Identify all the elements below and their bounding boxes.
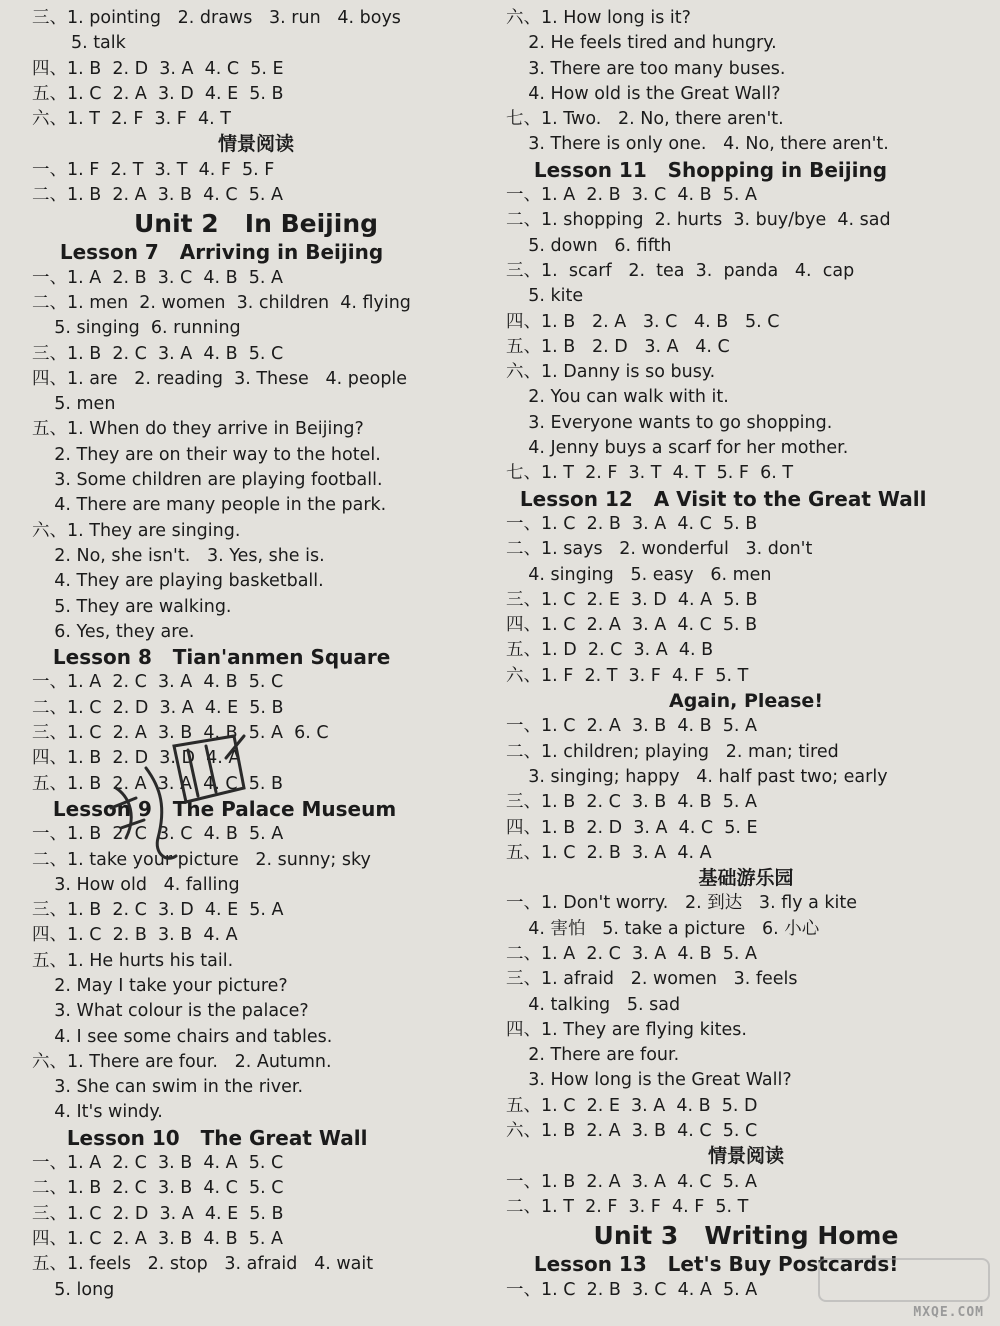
answer-subline: 3. Some children are playing football.: [32, 470, 383, 491]
answer-subline: 4. I see some chairs and tables.: [32, 1026, 333, 1047]
answer-line: 五、1. B 2. D 3. A 4. C: [506, 336, 730, 357]
scribble-stroke: [116, 788, 131, 838]
answer-line: 二、1. men 2. women 3. children 4. flying: [32, 292, 411, 313]
answer-line: 二、1. shopping 2. hurts 3. buy/bye 4. sad: [506, 210, 891, 231]
answer-subline: 4. How old is the Great Wall?: [506, 83, 781, 104]
answer-subline: 3. There are too many buses.: [506, 58, 786, 79]
answer-subline: 2. They are on their way to the hotel.: [32, 444, 381, 465]
answer-subline: 3. There is only one. 4. No, there aren't.: [506, 134, 889, 155]
answer-line: 二、1. children; playing 2. man; tired: [506, 741, 839, 762]
section-heading: 情景阅读: [707, 1145, 784, 1168]
answer-line: 一、1. Don't worry. 2. 到达 3. fly a kite: [506, 893, 858, 914]
answer-line: 五、1. C 2. A 3. D 4. E 5. B: [32, 83, 284, 104]
answer-line: 五、1. feels 2. stop 3. afraid 4. wait: [32, 1254, 374, 1275]
watermark-logo: [818, 1258, 990, 1302]
lesson-heading: Lesson 11 Shopping in Beijing: [506, 157, 888, 182]
answer-line: 四、1. They are flying kites.: [506, 1019, 747, 1040]
answer-line: 四、1. B 2. A 3. C 4. B 5. C: [506, 311, 780, 332]
answer-line: 六、1. B 2. A 3. B 4. C 5. C: [506, 1121, 758, 1142]
answer-line: 四、1. B 2. D 3. A 4. C 5. E: [506, 817, 758, 838]
answer-line: 一、1. A 2. B 3. C 4. B 5. A: [506, 185, 757, 206]
answer-line: 四、1. B 2. D 3. A 4. C 5. E: [32, 58, 284, 79]
answer-subline: 2. He feels tired and hungry.: [506, 33, 777, 54]
answer-line: 一、1. A 2. C 3. A 4. B 5. C: [32, 672, 284, 693]
answer-subline: 5. down 6. fifth: [506, 235, 672, 256]
answer-line: 三、1. pointing 2. draws 3. run 4. boys: [32, 8, 401, 28]
answer-line: 一、1. C 2. A 3. B 4. B 5. A: [506, 716, 757, 737]
answer-line: 一、1. B 2. C 3. C 4. B 5. A: [32, 824, 284, 845]
answer-line: 六、1. F 2. T 3. F 4. F 5. T: [506, 665, 749, 686]
answer-line: 三、1. B 2. C 3. D 4. E 5. A: [32, 900, 284, 921]
answer-subline: 5. kite: [506, 286, 584, 307]
answer-line: 三、1. scarf 2. tea 3. panda 4. cap: [506, 260, 855, 281]
answer-subline: 3. Everyone wants to go shopping.: [506, 412, 833, 433]
answer-subline: 4. It's windy.: [32, 1102, 163, 1123]
answer-subline: 4. 害怕 5. take a picture 6. 小心: [506, 918, 820, 939]
answer-subline: 3. How old 4. falling: [32, 874, 240, 895]
answer-line: 四、1. C 2. A 3. A 4. C 5. B: [506, 615, 758, 636]
answer-subline: 5. They are walking.: [32, 596, 232, 617]
answer-line: 四、1. C 2. A 3. B 4. B 5. A: [32, 1228, 283, 1249]
lesson-heading: Lesson 12 A Visit to the Great Wall: [506, 486, 927, 511]
answer-line: 三、1. C 2. E 3. D 4. A 5. B: [506, 589, 758, 610]
answer-line: 五、1. B 2. A 3. A 4. C 5. B: [32, 773, 283, 794]
answer-subline: 3. What colour is the palace?: [32, 1001, 309, 1022]
answer-subline: 5. singing 6. running: [32, 318, 241, 339]
answer-line: 七、1. T 2. F 3. T 4. T 5. F 6. T: [506, 463, 794, 484]
scribble-stroke: [188, 750, 198, 796]
answer-line: 四、1. B 2. D 3. D 4. A: [32, 748, 241, 769]
answer-line: 六、1. They are singing.: [32, 520, 241, 541]
answer-line: 一、1. F 2. T 3. T 4. F 5. F: [32, 159, 275, 180]
answer-subline: 3. singing; happy 4. half past two; early: [506, 766, 888, 787]
answer-line: 六、1. Danny is so busy.: [506, 362, 716, 383]
lesson-heading: Lesson 13 Let's Buy Postcards!: [506, 1252, 899, 1277]
answer-line: 五、1. C 2. B 3. A 4. A: [506, 842, 712, 863]
answer-line: 一、1. A 2. C 3. B 4. A 5. C: [32, 1153, 284, 1174]
answer-subline: 2. You can walk with it.: [506, 387, 729, 408]
lesson-heading: Lesson 10 The Great Wall: [32, 1125, 368, 1150]
answer-line: 三、1. B 2. C 3. B 4. B 5. A: [506, 792, 758, 813]
answer-line: 三、1. B 2. C 3. A 4. B 5. C: [32, 343, 284, 364]
pencil-scribble: [106, 728, 256, 878]
answer-subline: 2. There are four.: [506, 1045, 680, 1066]
answer-subline: 3. How long is the Great Wall?: [506, 1070, 792, 1091]
answer-line: 二、1. says 2. wonderful 3. don't: [506, 539, 813, 560]
lesson-heading: Lesson 9 The Palace Museum: [32, 796, 397, 821]
answer-line: 五、1. When do they arrive in Beijing?: [32, 419, 364, 440]
answer-line: 一、1. B 2. A 3. A 4. C 5. A: [506, 1171, 757, 1192]
answer-subline: 4. They are playing basketball.: [32, 571, 324, 592]
answer-line: 一、1. C 2. B 3. C 4. A 5. A: [506, 1279, 758, 1300]
answer-line: 二、1. take your picture 2. sunny; sky: [32, 849, 371, 870]
scribble-stroke: [146, 768, 176, 858]
answer-line: 二、1. T 2. F 3. F 4. F 5. T: [506, 1196, 749, 1217]
answer-subline: 6. Yes, they are.: [32, 621, 195, 642]
lesson-heading: Lesson 8 Tian'anmen Square: [32, 645, 391, 670]
answer-line: 四、1. are 2. reading 3. These 4. people: [32, 368, 408, 389]
answer-line: 四、1. C 2. B 3. B 4. A: [32, 925, 238, 946]
scribble-box: [174, 736, 244, 802]
watermark: [816, 1258, 992, 1322]
answer-subline: 4. Jenny buys a scarf for her mother.: [506, 438, 849, 459]
scribble-stroke: [206, 746, 216, 792]
answer-subline: 5. men: [32, 394, 116, 415]
answer-subline: 4. talking 5. sad: [506, 994, 681, 1015]
lesson-heading: Lesson 7 Arriving in Beijing: [32, 240, 384, 265]
scribble-stroke: [111, 798, 136, 808]
answer-line: 七、1. Two. 2. No, there aren't.: [506, 109, 784, 130]
answer-line: 五、1. He hurts his tail.: [32, 950, 234, 971]
answer-line: 二、1. C 2. D 3. A 4. E 5. B: [32, 697, 284, 718]
answer-line: 三、1. afraid 2. women 3. feels: [506, 969, 798, 990]
answer-subline: 3. She can swim in the river.: [32, 1077, 304, 1098]
answer-line: 五、1. D 2. C 3. A 4. B: [506, 640, 714, 661]
answer-subline: 5. long: [32, 1279, 115, 1300]
watermark-text: MXQE.COM: [913, 1305, 984, 1320]
right-answer-column: [506, 6, 986, 1303]
answer-line: 二、1. A 2. C 3. A 4. B 5. A: [506, 943, 757, 964]
answer-line: 六、1. T 2. F 3. F 4. T: [32, 109, 231, 130]
answer-subline: 5. talk: [32, 33, 126, 54]
unit-heading: Unit 2 In Beijing: [133, 209, 379, 239]
answer-line: 三、1. C 2. D 3. A 4. E 5. B: [32, 1203, 284, 1224]
answer-subline: 4. There are many people in the park.: [32, 495, 387, 516]
unit-heading: Unit 3 Writing Home: [593, 1221, 899, 1251]
answer-line: 二、1. B 2. C 3. B 4. C 5. C: [32, 1178, 284, 1199]
answer-line: 六、1. There are four. 2. Autumn.: [32, 1051, 332, 1072]
answer-subline: 2. May I take your picture?: [32, 975, 288, 996]
section-heading: 情景阅读: [217, 133, 294, 156]
answer-line: 一、1. A 2. B 3. C 4. B 5. A: [32, 267, 283, 288]
left-answer-column: [32, 6, 480, 1303]
answer-line: 六、1. How long is it?: [506, 8, 691, 28]
answer-subline: 2. No, she isn't. 3. Yes, she is.: [32, 545, 325, 566]
answer-line: 二、1. B 2. A 3. B 4. C 5. A: [32, 185, 283, 206]
answer-line: 五、1. C 2. E 3. A 4. B 5. D: [506, 1095, 758, 1116]
section-heading: 基础游乐园: [698, 867, 794, 890]
section-heading: Again, Please!: [668, 690, 823, 713]
answer-subline: 4. singing 5. easy 6. men: [506, 564, 772, 585]
answer-line: 一、1. C 2. B 3. A 4. C 5. B: [506, 513, 758, 534]
answer-line: 三、1. C 2. A 3. B 4. B 5. A 6. C: [32, 723, 329, 744]
